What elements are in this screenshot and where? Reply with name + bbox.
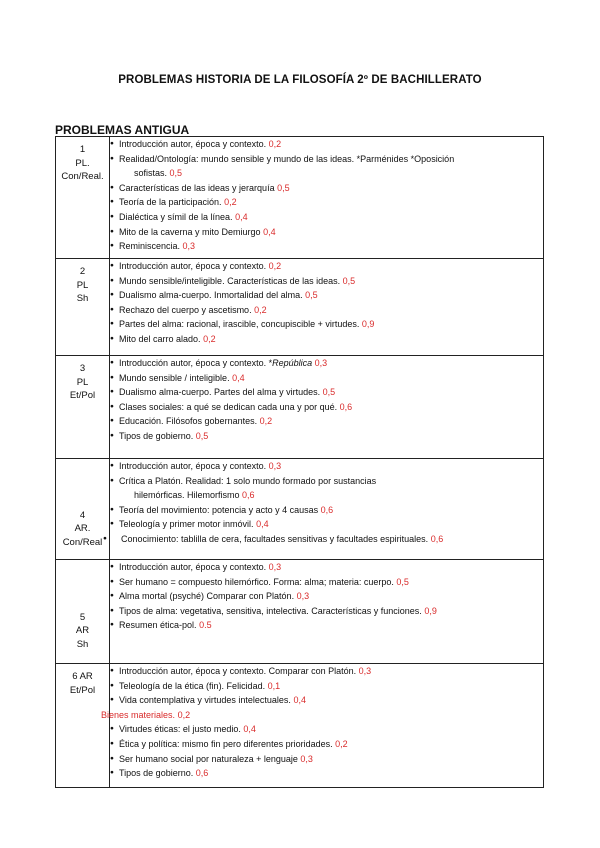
score-value: 0,3 bbox=[182, 241, 196, 252]
list-item bbox=[110, 722, 543, 737]
problem-label-line: PL. bbox=[75, 157, 90, 169]
item-text: Teleología de la ética (fin). Felicidad. bbox=[119, 680, 266, 691]
item-text: Rechazo del cuerpo y ascetismo. bbox=[119, 304, 252, 315]
list-item bbox=[110, 259, 543, 274]
list-item bbox=[110, 181, 543, 196]
score-value: 0,5 bbox=[322, 387, 336, 398]
problem-content-cell bbox=[101, 664, 544, 788]
list-item bbox=[110, 356, 543, 371]
score-value: 0,4 bbox=[235, 211, 248, 222]
item-text: Mito del carro alado. bbox=[119, 333, 201, 344]
list-item bbox=[110, 303, 543, 318]
score-value: 0,5 bbox=[277, 182, 290, 193]
problem-label-line: Sh bbox=[76, 638, 89, 650]
problem-label-cell bbox=[56, 664, 110, 788]
score-value: 0,4 bbox=[243, 724, 256, 735]
score-value: 0,2 bbox=[224, 197, 237, 208]
problem-content-cell bbox=[110, 459, 544, 560]
score-value: 0,9 bbox=[361, 319, 375, 330]
score-value: 0,1 bbox=[267, 680, 281, 691]
table-row bbox=[56, 664, 544, 788]
score-value: 0,4 bbox=[256, 519, 269, 530]
bullet-list bbox=[110, 560, 543, 633]
problem-label-line: PL bbox=[76, 376, 89, 388]
score-value: 0,5 bbox=[305, 290, 318, 301]
bullet-list bbox=[110, 459, 543, 547]
problem-label-line: Con/Real bbox=[62, 536, 103, 548]
problem-label-line: PL bbox=[76, 279, 89, 291]
item-text: Resumen ética-pol. bbox=[119, 620, 197, 631]
score-value: 0,6 bbox=[430, 533, 444, 544]
item-text: Introducción autor, época y contexto. bbox=[119, 562, 267, 572]
problem-label-line: 4 bbox=[79, 509, 86, 521]
score-value: 0,6 bbox=[195, 768, 209, 779]
problem-label-cell bbox=[56, 560, 110, 664]
problem-label-line: 1 bbox=[79, 144, 86, 155]
item-text: Introducción autor, época y contexto. bbox=[119, 461, 267, 471]
problem-content-cell bbox=[110, 259, 544, 356]
score-value: 0,5 bbox=[342, 275, 356, 286]
score-value: 0,6 bbox=[339, 401, 353, 412]
item-text: Conocimiento: tablilla de cera, facultades sensitivas y facultades espirituales. bbox=[121, 533, 429, 544]
list-item bbox=[110, 575, 543, 590]
score-value: 0,5 bbox=[169, 168, 183, 179]
list-item bbox=[110, 503, 543, 518]
list-item bbox=[110, 679, 543, 694]
score-value: 0,3 bbox=[314, 358, 328, 368]
item-text: Mundo sensible/inteligible. Características de las ideas. bbox=[119, 275, 341, 286]
item-text: Clases sociales: a qué se dedican cada una y por qué. bbox=[119, 401, 338, 412]
problem-content-cell bbox=[110, 137, 544, 259]
score-value: 0,5 bbox=[396, 576, 409, 587]
list-item bbox=[110, 618, 543, 633]
list-item bbox=[110, 474, 543, 503]
item-text: Ética y política: mismo fin pero diferentes prioridades. bbox=[119, 738, 333, 749]
problem-content-cell bbox=[110, 356, 544, 459]
table-row bbox=[56, 137, 544, 259]
item-text: Virtudes éticas: el justo medio. bbox=[119, 724, 241, 735]
list-item bbox=[101, 708, 543, 723]
list-item bbox=[110, 317, 543, 332]
item-text: Dialéctica y símil de la línea. bbox=[119, 211, 233, 222]
list-item bbox=[110, 210, 543, 225]
score-value: 0,5 bbox=[195, 430, 209, 441]
list-item bbox=[110, 371, 543, 386]
score-value: 0.5 bbox=[199, 620, 212, 631]
problem-label-line: Sh bbox=[76, 293, 89, 304]
list-item bbox=[110, 137, 543, 152]
list-item bbox=[110, 239, 543, 254]
list-item bbox=[110, 225, 543, 240]
item-text: Realidad/Ontología: mundo sensible y mundo de las ideas. *Parménides *Oposición bbox=[119, 153, 455, 164]
score-value: 0,3 bbox=[300, 753, 313, 764]
list-item bbox=[110, 737, 543, 752]
score-value: 0,4 bbox=[263, 226, 276, 237]
score-value: 0,2 bbox=[254, 304, 267, 315]
problem-label-cell bbox=[56, 459, 110, 560]
score-value: 0,2 bbox=[259, 416, 273, 427]
bullet-list bbox=[110, 259, 543, 347]
list-item bbox=[103, 532, 543, 547]
item-text: Ser humano social por naturaleza + lenguaje bbox=[119, 753, 298, 764]
problem-content-cell bbox=[110, 560, 544, 664]
list-item bbox=[110, 664, 543, 679]
list-item bbox=[110, 459, 543, 474]
bullet-list bbox=[101, 664, 543, 781]
item-text: Alma mortal (psyché) Comparar con Platón. bbox=[119, 591, 295, 602]
list-item bbox=[110, 752, 543, 767]
item-text: Reminiscencia. bbox=[119, 241, 181, 252]
score-value: 0,2 bbox=[268, 139, 282, 149]
bullet-list bbox=[110, 356, 543, 444]
problem-label-line: 6 AR bbox=[72, 671, 93, 682]
item-text: Introducción autor, época y contexto. bbox=[119, 139, 267, 149]
item-text: Teoría de la participación. bbox=[119, 197, 222, 208]
list-item bbox=[110, 414, 543, 429]
list-item bbox=[110, 693, 543, 708]
problem-label-cell bbox=[56, 356, 110, 459]
score-value: 0,9 bbox=[424, 605, 437, 616]
score-value: 0,6 bbox=[320, 504, 334, 515]
item-text: Introducción autor, época y contexto. Comparar con Platón. bbox=[119, 666, 357, 676]
list-item bbox=[110, 589, 543, 604]
list-item bbox=[110, 152, 543, 181]
item-text: Introducción autor, época y contexto. * bbox=[119, 358, 273, 368]
table-row bbox=[56, 560, 544, 664]
score-value: 0,4 bbox=[232, 372, 245, 383]
table-row bbox=[56, 356, 544, 459]
problem-label-line: AR bbox=[75, 625, 90, 636]
list-item bbox=[110, 400, 543, 415]
list-item bbox=[110, 288, 543, 303]
list-item bbox=[110, 429, 543, 444]
score-value: 0,2 bbox=[177, 709, 191, 720]
problem-label-line: Con/Real. bbox=[61, 171, 104, 182]
item-text: Partes del alma: racional, irascible, concupiscible + virtudes. bbox=[119, 319, 360, 330]
list-item bbox=[110, 604, 543, 619]
score-value: 0,3 bbox=[358, 666, 372, 676]
problem-label-line: Et/Pol bbox=[69, 390, 96, 401]
bullet-list bbox=[110, 137, 543, 254]
list-item bbox=[110, 274, 543, 289]
item-text: Teoría del movimiento: potencia y acto y 4 causas bbox=[119, 504, 319, 515]
list-item bbox=[110, 332, 543, 347]
score-value: 0,3 bbox=[268, 562, 282, 572]
list-item bbox=[110, 385, 543, 400]
score-value: 0,2 bbox=[203, 333, 216, 344]
item-continuation-words: hilemórficas. Hilemorfismo bbox=[134, 490, 240, 501]
problems-table bbox=[55, 136, 544, 788]
list-item bbox=[110, 766, 543, 781]
score-value: 0,2 bbox=[268, 261, 282, 271]
item-continuation-text bbox=[119, 166, 543, 181]
item-text: Tipos de gobierno. bbox=[119, 768, 194, 779]
item-italic-text: República bbox=[272, 358, 313, 368]
section-title: PROBLEMAS ANTIGUA bbox=[55, 123, 190, 137]
item-text: Mito de la caverna y mito Demiurgo bbox=[119, 226, 261, 237]
item-text: Introducción autor, época y contexto. bbox=[119, 261, 267, 271]
item-text: Crítica a Platón. Realidad: 1 solo mundo formado por sustancias bbox=[119, 475, 377, 486]
score-value: 0,2 bbox=[335, 738, 348, 749]
score-value: 0,3 bbox=[296, 591, 310, 602]
item-text: Dualismo alma-cuerpo. Inmortalidad del alma. bbox=[119, 290, 303, 301]
item-text: Vida contemplativa y virtudes intelectuales. bbox=[119, 695, 291, 706]
problem-label-cell bbox=[56, 137, 110, 259]
item-text: Dualismo alma-cuerpo. Partes del alma y virtudes. bbox=[119, 387, 321, 398]
score-value: 0,4 bbox=[293, 695, 306, 706]
problem-label-cell bbox=[56, 259, 110, 356]
item-text: Tipos de gobierno. bbox=[119, 430, 194, 441]
list-item bbox=[110, 517, 543, 532]
item-continuation-text bbox=[119, 488, 543, 503]
problem-label-line: 3 bbox=[79, 363, 86, 374]
item-text: Ser humano = compuesto hilemórfico. Forma: alma; materia: cuerpo. bbox=[119, 576, 394, 587]
document-title: PROBLEMAS HISTORIA DE LA FILOSOFÍA 2º DE BACHILLERATO bbox=[118, 74, 482, 86]
problem-label-line: 5 bbox=[79, 611, 86, 623]
list-item bbox=[110, 195, 543, 210]
item-text: Características de las ideas y jerarquía bbox=[119, 182, 275, 193]
problem-label-line: AR. bbox=[74, 523, 91, 534]
table-row bbox=[56, 459, 544, 560]
problem-label-line: 2 bbox=[79, 266, 86, 277]
item-text: Educación. Filósofos gobernantes. bbox=[119, 416, 258, 427]
item-continuation-words: sofistas. bbox=[134, 168, 168, 179]
highlighted-topic-text: Bienes materiales. bbox=[101, 709, 176, 720]
list-item bbox=[110, 560, 543, 575]
item-text: Mundo sensible / inteligible. bbox=[119, 372, 230, 383]
item-text: Teleología y primer motor inmóvil. bbox=[119, 519, 254, 530]
item-text: Tipos de alma: vegetativa, sensitiva, intelectiva. Características y funciones. bbox=[119, 605, 422, 616]
score-value: 0,3 bbox=[268, 461, 282, 471]
score-value: 0,6 bbox=[242, 490, 255, 501]
problem-label-line: Et/Pol bbox=[69, 684, 96, 696]
table-row bbox=[56, 259, 544, 356]
